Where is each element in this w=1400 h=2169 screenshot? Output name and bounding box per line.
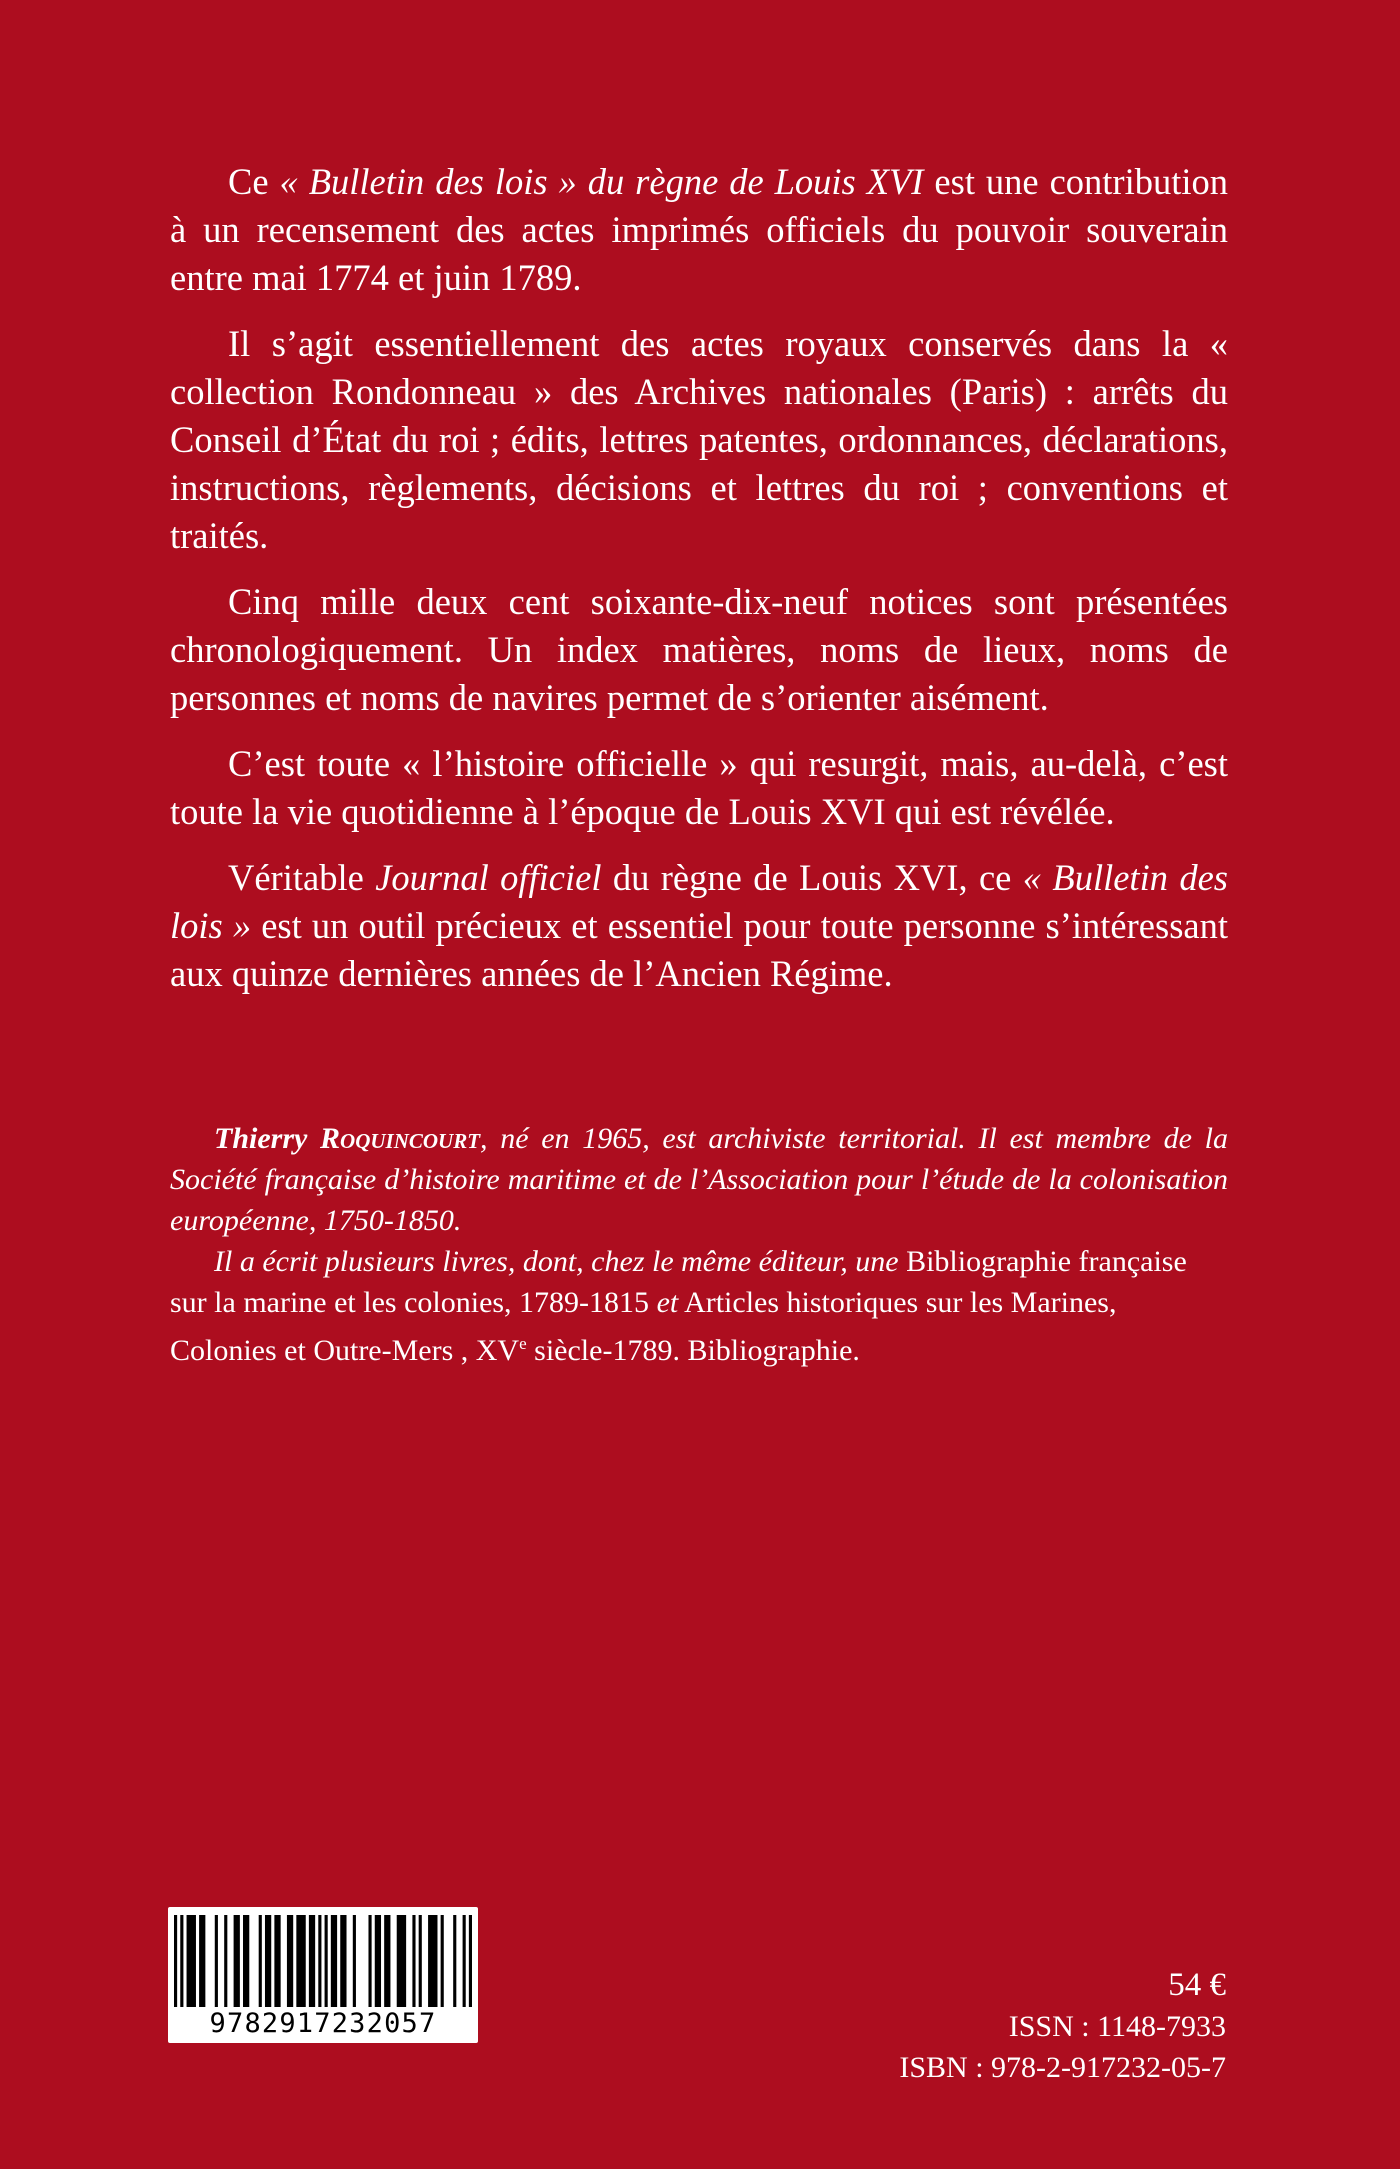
isbn: ISBN : 978-2-917232-05-7 bbox=[899, 2051, 1226, 2084]
barcode-bar bbox=[199, 1915, 205, 2007]
barcode-bar bbox=[318, 1915, 321, 2007]
barcode-bar bbox=[353, 1915, 356, 2007]
barcode-bar bbox=[441, 1915, 444, 2007]
author-bio-paragraph-1 bbox=[170, 1118, 1228, 1241]
issn: ISSN : 1148-7933 bbox=[1008, 2010, 1226, 2043]
barcode-bar bbox=[287, 1915, 293, 2007]
blurb-p5-text-a: Véritable bbox=[228, 857, 376, 898]
author-books-lead: Il a écrit plusieurs livres, dont, chez le même éditeur, une bbox=[214, 1245, 899, 1278]
barcode-bar bbox=[259, 1915, 262, 2007]
blurb-paragraph-2: Il s’agit essentiellement des actes royaux conservés dans la « collection Rondonneau » des Archives nationales (Paris) : arrêts du Conseil d’État du roi ; édits, lettres patentes, ordonnances, déclarations, instructions, règlements, décisions et lettres du roi ; conventions et traités. bbox=[170, 323, 1228, 556]
author-books-connector: et bbox=[656, 1286, 679, 1319]
barcode-bar bbox=[224, 1915, 227, 2007]
barcode-bar bbox=[180, 1915, 183, 2007]
author-bio-paragraph-2 bbox=[170, 1241, 1228, 1371]
blurb-p1-text-a: Ce bbox=[228, 161, 280, 202]
barcode-bar bbox=[368, 1915, 371, 2007]
author-bio bbox=[170, 1118, 1228, 1371]
author-book-1: Bibliographie française sur la marine et les colonies, 1789-1815 bbox=[170, 1245, 1187, 1319]
author-book-2-century-sup: e bbox=[519, 1334, 527, 1353]
blurb-paragraph-5 bbox=[170, 854, 1228, 998]
barcode-bar bbox=[419, 1915, 422, 2007]
barcode-bar bbox=[453, 1915, 456, 2007]
blurb-p5-text-b: du règne de Louis XVI, ce bbox=[601, 857, 1023, 898]
barcode-number: 9782917232057 bbox=[209, 2008, 437, 2039]
barcode bbox=[168, 1907, 478, 2043]
barcode-bar bbox=[265, 1915, 271, 2007]
barcode-bar bbox=[331, 1915, 337, 2007]
barcode-bar bbox=[463, 1915, 466, 2007]
price: 54 € bbox=[1168, 1967, 1226, 2003]
barcode-bar bbox=[296, 1915, 305, 2007]
blurb-paragraph-3: Cinq mille deux cent soixante-dix-neuf notices sont présentées chronologiquement. Un index matières, noms de lieux, noms de personnes et noms de navires permet de s’orienter aisément. bbox=[170, 581, 1228, 718]
barcode-bar bbox=[234, 1915, 240, 2007]
barcode-bar bbox=[397, 1915, 406, 2007]
barcode-bar bbox=[325, 1915, 328, 2007]
author-last-name: Roquincourt bbox=[320, 1122, 481, 1155]
barcode-bar bbox=[412, 1915, 415, 2007]
barcode-bar bbox=[309, 1915, 315, 2007]
barcode-bar bbox=[428, 1915, 437, 2007]
back-cover-blurb bbox=[170, 158, 1228, 998]
blurb-p5-bulletin: « Bulletin des lois » bbox=[170, 857, 1229, 946]
barcode-bar bbox=[215, 1915, 218, 2007]
author-book-2: Articles historiques sur les Marines, Colonies et Outre-Mers , XV bbox=[170, 1286, 1117, 1367]
barcode-bar bbox=[469, 1915, 472, 2007]
blurb-p5-text-c: est un outil précieux et essentiel pour toute personne s’intéressant aux quinze dernières années de l’Ancien Régime. bbox=[170, 905, 1228, 994]
author-bio-text: , né en 1965, est archiviste territorial. Il est membre de la Société française d’histoire maritime et de l’Association pour l’étude de la colonisation européenne, 1750-1850. bbox=[170, 1122, 1229, 1237]
barcode-bars bbox=[174, 1915, 472, 2011]
barcode-bar bbox=[274, 1915, 280, 2007]
author-book-2-end: siècle-1789. Bibliographie. bbox=[526, 1334, 860, 1367]
barcode-bar bbox=[174, 1915, 177, 2007]
author-first-name: Thierry bbox=[214, 1122, 321, 1155]
barcode-bar bbox=[243, 1915, 249, 2007]
barcode-bar bbox=[187, 1915, 196, 2007]
barcode-bar bbox=[375, 1915, 381, 2007]
barcode-bar bbox=[384, 1915, 390, 2007]
blurb-paragraph-4: C’est toute « l’histoire officielle » qui resurgit, mais, au-delà, c’est toute la vie quotidienne à l’époque de Louis XVI qui est révélée. bbox=[170, 743, 1228, 832]
barcode-bar bbox=[340, 1915, 346, 2007]
blurb-p1-text-b: est une contribution à un recensement des actes imprimés officiels du pouvoir souverain entre mai 1774 et juin 1789. bbox=[170, 161, 1228, 298]
blurb-p5-journal: Journal officiel bbox=[375, 857, 602, 898]
blurb-paragraph-1 bbox=[170, 158, 1228, 302]
price-block bbox=[726, 1965, 1226, 2088]
blurb-p1-title: « Bulletin des lois » du règne de Louis XVI bbox=[279, 161, 924, 202]
